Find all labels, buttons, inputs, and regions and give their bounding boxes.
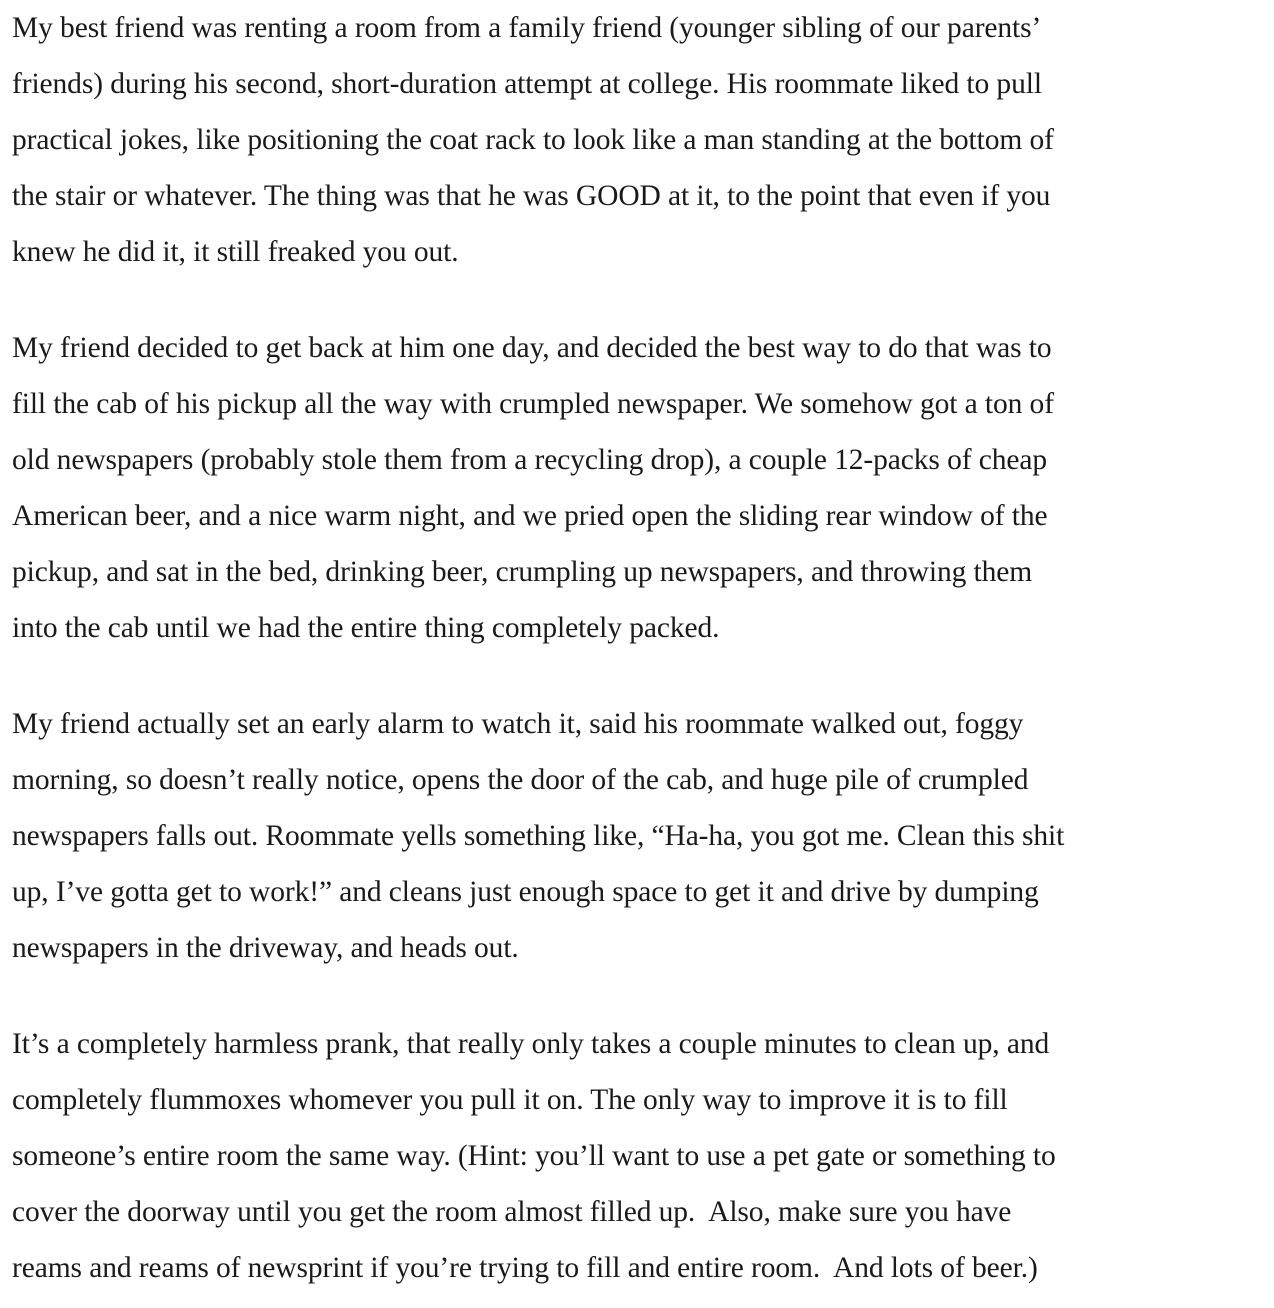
article-body — [12, 0, 1274, 1296]
paragraph-prank-advice: It’s a completely harmless prank, that really only takes a couple minutes to clean up, and completely flummoxes whomever you pull it on. The only way to improve it is to fill someone’s entire room the same way. (Hint: you’ll want to use a pet gate or something to cover the doorway until you get the room almost filled up. Also, make sure you have reams and reams of newsprint if you’re trying to fill and entire room. And lots of beer.) — [12, 1028, 1056, 1284]
paragraph-morning-reveal: My friend actually set an early alarm to watch it, said his roommate walked out, foggy morning, so doesn’t really notice, opens the door of the cab, and huge pile of crumpled newspapers falls out. Roommate yells something like, “Ha-ha, you got me. Clean this shit up, I’ve gotta get to work!” and cleans just enough space to get it and drive by dumping newspapers in the driveway, and heads out. — [12, 708, 1065, 964]
paragraph-newspaper-prank: My friend decided to get back at him one day, and decided the best way to do that was to fill the cab of his pickup all the way with crumpled newspaper. We somehow got a ton of old newspapers (probably stole them from a recycling drop), a couple 12-packs of cheap American beer, and a nice warm night, and we pried open the sliding rear window of the pickup, and sat in the bed, drinking beer, crumpling up newspapers, and throwing them into the cab until we had the entire thing completely packed. — [12, 332, 1054, 644]
paragraph-roommate-pranks: My best friend was renting a room from a family friend (younger sibling of our parents’ friends) during his second, short-duration attempt at college. His roommate liked to pull practical jokes, like positioning the coat rack to look like a man standing at the bottom of the stair or whatever. The thing was that he was GOOD at it, to the point that even if you knew he did it, it still freaked you out. — [12, 12, 1054, 268]
